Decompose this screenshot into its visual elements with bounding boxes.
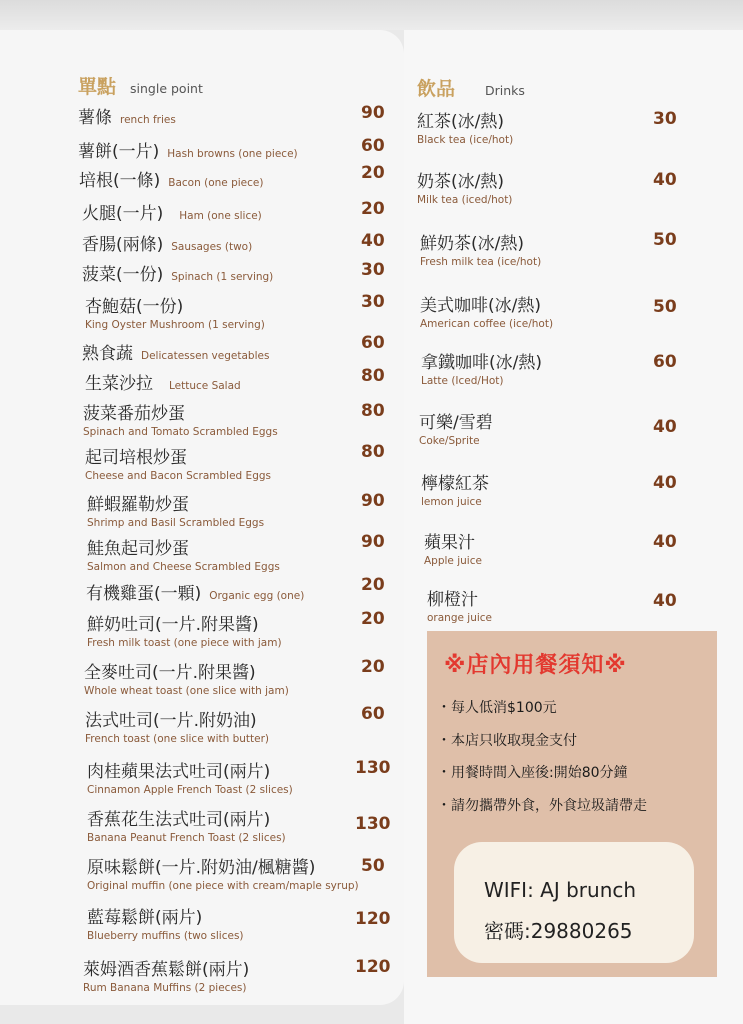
menu-item: 鮮蝦羅勒炒蛋 Shrimp and Basil Scrambled Eggs <box>87 495 265 529</box>
item-price: 40 <box>653 473 677 493</box>
menu-item: 菠菜(一份) Spinach (1 serving) <box>82 265 274 285</box>
notice-rule: ・用餐時間入座後:開始80分鐘 <box>437 765 628 781</box>
item-price: 20 <box>361 609 385 629</box>
item-price: 40 <box>653 417 677 437</box>
menu-item: 熟食蔬 Delicatessen vegetables <box>82 344 270 364</box>
menu-item: 生菜沙拉 Lettuce Salad <box>85 374 241 394</box>
item-price: 50 <box>653 297 677 317</box>
menu-item: 萊姆酒香蕉鬆餅(兩片) Rum Banana Muffins (2 pieces) <box>83 960 250 994</box>
menu-item: 薯餅(一片) Hash browns (one piece) <box>78 142 298 162</box>
item-price: 20 <box>361 575 385 595</box>
item-price: 40 <box>653 532 677 552</box>
dining-notice-box <box>427 631 717 977</box>
item-price: 80 <box>361 366 385 386</box>
item-price: 90 <box>361 103 385 123</box>
menu-item: 全麥吐司(一片.附果醬) Whole wheat toast (one slice with jam) <box>84 663 289 697</box>
notice-rule: ・每人低消$100元 <box>437 700 557 716</box>
drinks-header-en: Drinks <box>485 83 525 98</box>
wifi-password: 密碼:29880265 <box>484 919 633 943</box>
item-price: 40 <box>653 591 677 611</box>
item-price: 80 <box>361 442 385 462</box>
menu-item: 鮭魚起司炒蛋 Salmon and Cheese Scrambled Eggs <box>87 539 280 573</box>
drinks-header-zh: 飲品 <box>417 78 456 100</box>
item-price: 130 <box>355 814 391 834</box>
drink-item: 拿鐵咖啡(冰/熱) Latte (Iced/Hot) <box>421 353 542 387</box>
item-price: 90 <box>361 532 385 552</box>
menu-item: 菠菜番茄炒蛋 Spinach and Tomato Scrambled Eggs <box>83 404 278 438</box>
drink-item: 鮮奶茶(冰/熱) Fresh milk tea (ice/hot) <box>420 234 542 268</box>
menu-item: 薯條 rench fries <box>78 108 176 128</box>
menu-item: 原味鬆餅(一片.附奶油/楓糖醬) Original muffin (one piece with cream/maple syrup) <box>87 858 359 892</box>
menu-item: 香腸(兩條) Sausages (two) <box>82 235 253 255</box>
menu-item: 有機雞蛋(一顆) Organic egg (one) <box>86 584 305 604</box>
drink-item: 柳橙汁 orange juice <box>427 590 493 624</box>
item-price: 120 <box>355 957 391 977</box>
menu-item: 藍莓鬆餅(兩片) Blueberry muffins (two slices) <box>87 908 244 942</box>
menu-item: 香蕉花生法式吐司(兩片) Banana Peanut French Toast (2 slices) <box>87 810 286 844</box>
item-price: 30 <box>361 260 385 280</box>
notice-rule: ・請勿攜帶外食，外食垃圾請帶走 <box>437 798 647 814</box>
drinks-section-header <box>417 74 525 101</box>
menu-item: 肉桂蘋果法式吐司(兩片) Cinnamon Apple French Toast (2 slices) <box>87 762 293 796</box>
item-price: 120 <box>355 909 391 929</box>
item-price: 80 <box>361 401 385 421</box>
drink-item: 美式咖啡(冰/熱) American coffee (ice/hot) <box>420 296 554 330</box>
menu-item: 培根(一條) Bacon (one piece) <box>79 171 264 191</box>
wifi-info-box <box>454 842 694 963</box>
wifi-name: WIFI: AJ brunch <box>484 878 637 902</box>
item-price: 60 <box>653 352 677 372</box>
item-price: 60 <box>361 333 385 353</box>
item-price: 30 <box>361 292 385 312</box>
notice-title: ※店內用餐須知※ <box>444 653 627 678</box>
item-price: 130 <box>355 758 391 778</box>
item-price: 40 <box>653 170 677 190</box>
item-price: 50 <box>361 856 385 876</box>
drink-item: 檸檬紅茶 lemon juice <box>421 474 489 508</box>
item-price: 60 <box>361 136 385 156</box>
menu-item: 火腿(一片) Ham (one slice) <box>82 204 262 224</box>
single-section-header <box>78 72 203 99</box>
menu-item: 起司培根炒蛋 Cheese and Bacon Scrambled Eggs <box>85 448 271 482</box>
notice-rule: ・本店只收取現金支付 <box>437 733 577 749</box>
menu-item: 杏鮑菇(一份) King Oyster Mushroom (1 serving) <box>85 297 265 331</box>
drink-item: 蘋果汁 Apple juice <box>424 533 482 567</box>
item-price: 40 <box>361 231 385 251</box>
drink-item: 紅茶(冰/熱) Black tea (ice/hot) <box>417 112 514 146</box>
drink-item: 奶茶(冰/熱) Milk tea (iced/hot) <box>417 172 513 206</box>
menu-item: 鮮奶吐司(一片.附果醬) Fresh milk toast (one piece with jam) <box>87 615 282 649</box>
menu-item: 法式吐司(一片.附奶油) French toast (one slice with butter) <box>85 711 270 745</box>
single-header-zh: 單點 <box>78 76 117 98</box>
item-price: 60 <box>361 704 385 724</box>
single-header-en: single point <box>130 81 203 96</box>
item-price: 30 <box>653 109 677 129</box>
item-price: 20 <box>361 199 385 219</box>
drink-item: 可樂/雪碧 Coke/Sprite <box>419 413 493 447</box>
item-price: 50 <box>653 230 677 250</box>
item-price: 90 <box>361 491 385 511</box>
item-price: 20 <box>361 163 385 183</box>
top-shade <box>0 0 743 30</box>
item-price: 20 <box>361 657 385 677</box>
